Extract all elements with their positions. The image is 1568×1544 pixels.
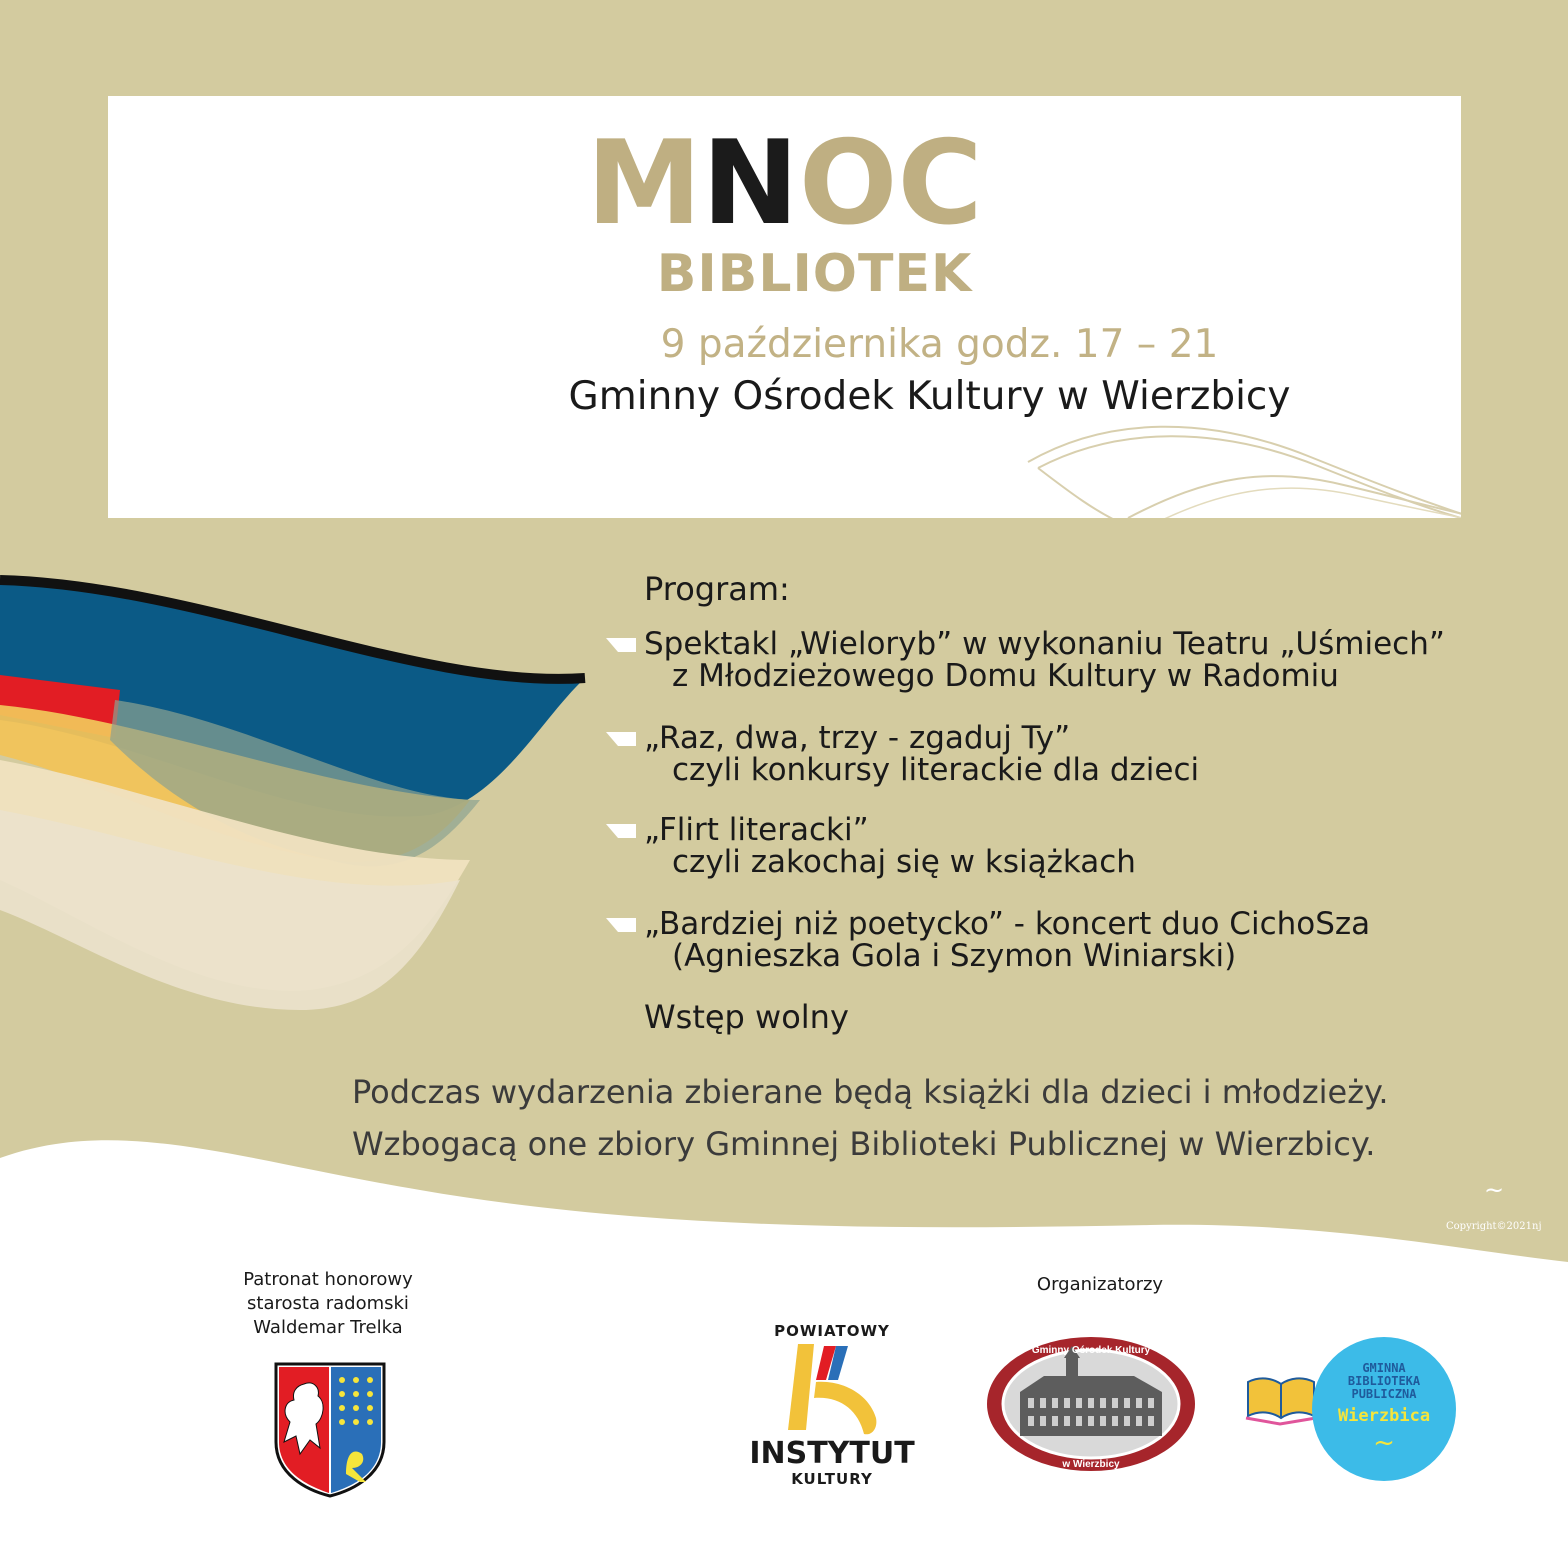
bullet-icon — [606, 824, 636, 838]
logo-subtitle: BIBLIOTEK — [656, 244, 973, 304]
event-logo — [108, 116, 1461, 251]
pik-logo-top: POWIATOWY — [774, 1322, 890, 1340]
free-entry: Wstęp wolny — [644, 998, 849, 1036]
program-item-title: „Raz, dwa, trzy - zgaduj Ty” — [644, 720, 1071, 756]
honorary-patron — [200, 1268, 456, 1340]
program-item-detail: czyli zakochaj się w książkach — [672, 844, 1136, 880]
gbp-logo-name: Wierzbica — [1337, 1406, 1431, 1426]
powiatowy-instytut-kultury-logo-icon — [780, 1340, 890, 1440]
program-item-title: „Flirt literacki” — [644, 812, 869, 848]
county-coat-of-arms-icon — [274, 1362, 386, 1498]
program-item-detail: czyli konkursy literackie dla dzieci — [672, 752, 1200, 788]
patron-line-3: Waldemar Trelka — [253, 1317, 403, 1338]
program-title: Program: — [644, 570, 790, 608]
collection-note — [352, 1066, 1389, 1170]
organizers-label: Organizatorzy — [1036, 1274, 1164, 1295]
event-venue: Gminny Ośrodek Kultury w Wierzbicy — [568, 374, 1291, 419]
gbp-logo-text — [1312, 1362, 1456, 1401]
gok-ring-bottom-text: w Wierzbicy — [1062, 1459, 1120, 1470]
open-book-icon — [1244, 1372, 1318, 1426]
pik-logo-main: INSTYTUT — [749, 1436, 915, 1471]
gbp-logo-tilde: ~ — [1373, 1428, 1395, 1458]
gok-wierzbica-logo-icon — [984, 1334, 1198, 1474]
program-item-detail: z Młodzieżowego Domu Kultury w Radomiu — [672, 658, 1339, 694]
patron-line-1: Patronat honorowy — [243, 1269, 413, 1290]
program-item-detail: (Agnieszka Gola i Szymon Winiarski) — [672, 938, 1237, 974]
flag-ribbon — [0, 580, 585, 1010]
copyright-mark: ~ — [1484, 1176, 1505, 1204]
bullet-icon — [606, 918, 636, 932]
logo-letters-oc: OC — [798, 116, 983, 251]
header-box — [108, 96, 1461, 518]
gok-ring-top-text: Gminny Ośrodek Kultury — [1031, 1345, 1151, 1356]
gbp-line-2: BIBLIOTEKA — [1347, 1374, 1421, 1388]
event-date: 9 października godz. 17 – 21 — [660, 322, 1219, 367]
logo-letter-m: M — [586, 116, 702, 251]
gbp-line-1: GMINNA — [1362, 1361, 1406, 1375]
copyright-text: Copyright©2021nj — [1446, 1221, 1542, 1232]
gbp-line-3: PUBLICZNA — [1351, 1387, 1417, 1401]
pik-logo-sub: KULTURY — [791, 1470, 873, 1488]
program-item-title: „Bardziej niż poetycko” - koncert duo CichoSza — [644, 906, 1371, 942]
patron-line-2: starosta radomski — [247, 1293, 409, 1314]
logo-letter-n: N — [701, 116, 799, 251]
note-line-2: Wzbogacą one zbiory Gminnej Biblioteki Publicznej w Wierzbicy. — [352, 1125, 1376, 1163]
bullet-icon — [606, 732, 636, 746]
program-item-title: Spektakl „Wieloryb” w wykonaniu Teatru „Uśmiech” — [644, 626, 1445, 662]
book-swirl-ornament — [1008, 396, 1461, 518]
bullet-icon — [606, 638, 636, 652]
note-line-1: Podczas wydarzenia zbierane będą książki dla dzieci i młodzieży. — [352, 1073, 1389, 1111]
